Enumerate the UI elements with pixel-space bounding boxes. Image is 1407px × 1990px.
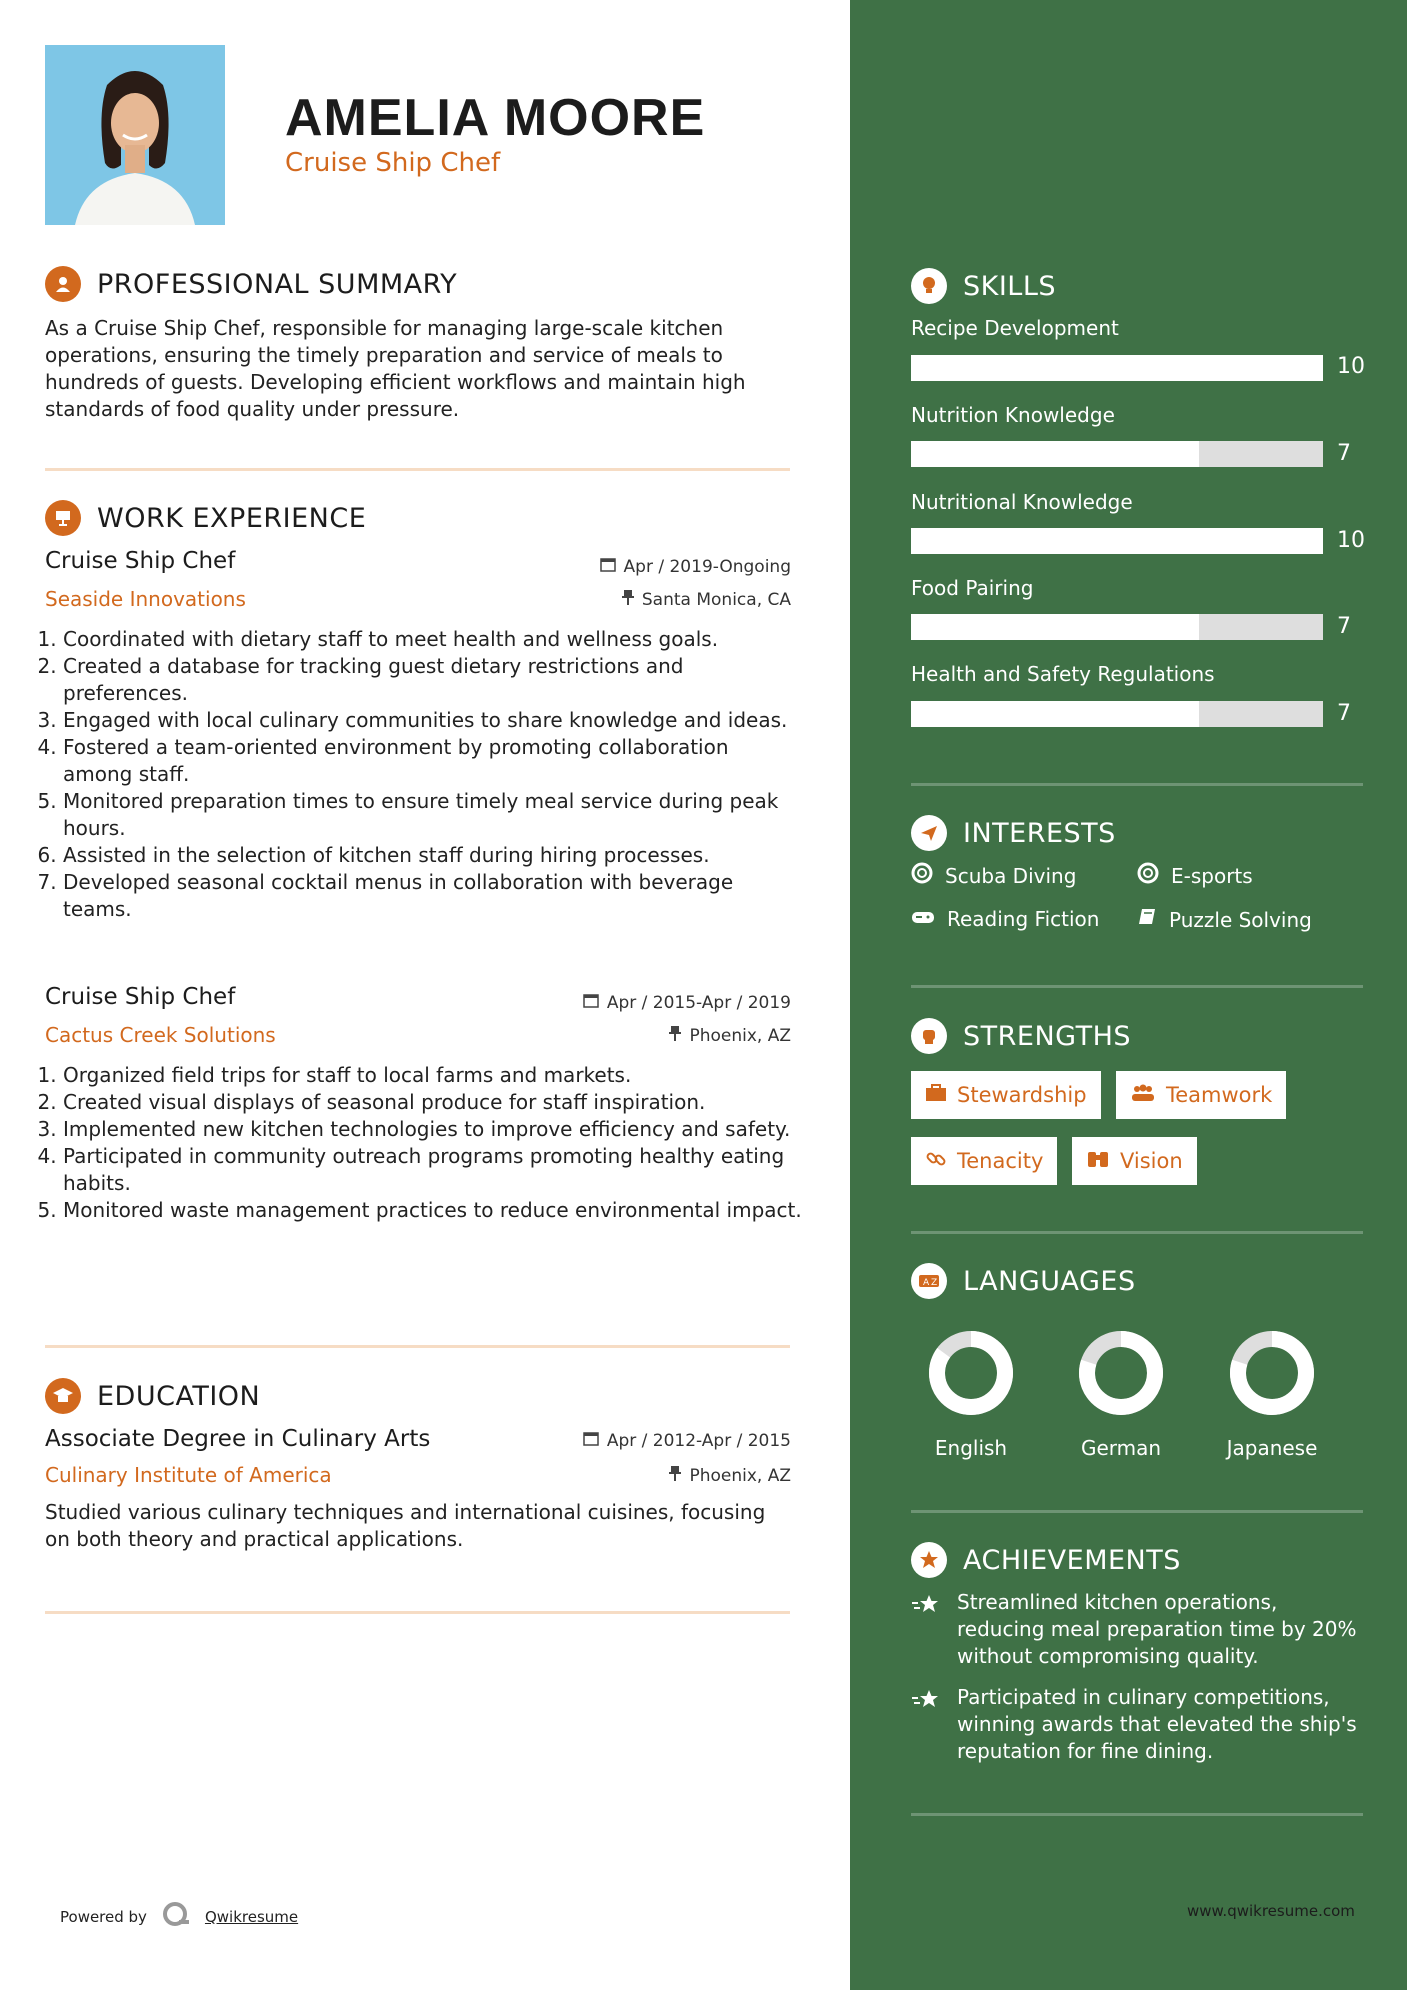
star-badge-icon <box>911 1542 947 1578</box>
paper-plane-icon <box>911 815 947 851</box>
job-date: Apr / 2015-Apr / 2019 <box>583 992 791 1013</box>
list-item: 6. Assisted in the selection of kitchen staff during hiring processes. <box>63 842 803 869</box>
graduation-icon <box>45 1378 81 1414</box>
skill-score: 7 <box>1337 614 1351 639</box>
skills-heading-text: SKILLS <box>963 270 1057 302</box>
skills-heading <box>911 268 1056 304</box>
translate-icon <box>911 1263 947 1299</box>
divider <box>45 468 790 471</box>
star-icon <box>911 1593 943 1670</box>
footer-website[interactable]: www.qwikresume.com <box>1187 1902 1355 1920</box>
skill-score: 10 <box>1337 354 1365 379</box>
skill-bar <box>911 355 1323 381</box>
language-label: German <box>1080 1436 1162 1460</box>
divider <box>45 1611 790 1614</box>
list-item: 2. Created visual displays of seasonal produce for staff inspiration. <box>63 1089 803 1116</box>
summary-heading-text: PROFESSIONAL SUMMARY <box>97 268 458 300</box>
strengths-heading-text: STRENGTHS <box>963 1020 1132 1052</box>
divider <box>911 783 1363 786</box>
qwikresume-logo-icon <box>161 1900 191 1934</box>
skill-bar-fill <box>911 441 1199 467</box>
education-heading-text: EDUCATION <box>97 1380 261 1412</box>
education-heading <box>45 1378 260 1414</box>
candidate-name: AMELIA MOORE <box>285 89 706 147</box>
calendar-icon <box>583 1430 599 1451</box>
skill-name: Nutritional Knowledge <box>911 490 1133 514</box>
lifebuoy-icon <box>911 862 933 889</box>
achievements-heading <box>911 1542 1181 1578</box>
qwikresume-link[interactable]: Qwikresume <box>204 1908 299 1926</box>
languages-heading-text: LANGUAGES <box>963 1265 1136 1297</box>
skill-name: Food Pairing <box>911 576 1034 600</box>
candidate-title: Cruise Ship Chef <box>285 148 501 178</box>
list-item: 5. Monitored waste management practices to reduce environmental impact. <box>63 1197 803 1224</box>
language-donut <box>1076 1328 1166 1418</box>
experience-heading-text: WORK EXPERIENCE <box>97 502 367 534</box>
language-donut <box>1227 1328 1317 1418</box>
company-name: Seaside Innovations <box>45 587 246 611</box>
language-label: English <box>934 1436 1008 1460</box>
user-icon <box>45 266 81 302</box>
list-item: 5. Monitored preparation times to ensure timely meal service during peak hours. <box>63 788 803 842</box>
pin-icon <box>669 1465 681 1486</box>
presentation-icon <box>45 500 81 536</box>
list-item: 4. Participated in community outreach programs promoting healthy eating habits. <box>63 1143 803 1197</box>
skill-bar <box>911 701 1323 727</box>
users-icon <box>1130 1083 1156 1107</box>
divider <box>911 985 1363 988</box>
job-location: Phoenix, AZ <box>669 1025 791 1046</box>
skill-name: Health and Safety Regulations <box>911 662 1215 686</box>
list-item: 4. Fostered a team-oriented environment by promoting collaboration among staff. <box>63 734 803 788</box>
strength-chip: Teamwork <box>1116 1071 1286 1119</box>
skill-name: Nutrition Knowledge <box>911 403 1115 427</box>
skill-score: 7 <box>1337 441 1351 466</box>
skill-score: 7 <box>1337 701 1351 726</box>
briefcase-icon <box>925 1083 947 1107</box>
list-item: 2. Created a database for tracking guest dietary restrictions and preferences. <box>63 653 803 707</box>
list-item: 3. Implemented new kitchen technologies to improve efficiency and safety. <box>63 1116 803 1143</box>
binoculars-icon <box>1086 1149 1110 1174</box>
lifebuoy-icon <box>1137 862 1159 889</box>
summary-text: As a Cruise Ship Chef, responsible for managing large-scale kitchen operations, ensuring the timely preparation and service of meals to hundreds of guests. Developing efficient workflows and maintain high standards of food quality under pressure. <box>45 316 746 421</box>
skill-bar-fill <box>911 614 1199 640</box>
star-icon <box>911 1688 943 1765</box>
experience-heading <box>45 500 366 536</box>
list-item: 7. Developed seasonal cocktail menus in collaboration with beverage teams. <box>63 869 803 923</box>
job-title: Cruise Ship Chef <box>45 548 236 574</box>
lightbulb-icon <box>911 268 947 304</box>
language-item <box>1046 1328 1196 1460</box>
job-date: Apr / 2019-Ongoing <box>600 556 791 577</box>
list-item: 1. Coordinated with dietary staff to meet health and wellness goals. <box>63 626 803 653</box>
language-item <box>1197 1328 1347 1460</box>
calendar-icon <box>583 992 599 1013</box>
language-donut <box>926 1328 1016 1418</box>
skill-bar <box>911 441 1323 467</box>
summary-heading <box>45 266 457 302</box>
achievement-item: Streamlined kitchen operations, reducing meal preparation time by 20% without compromising quality. <box>911 1589 1361 1670</box>
calendar-icon <box>600 556 616 577</box>
skill-bar-fill <box>911 701 1199 727</box>
skill-bar <box>911 528 1323 554</box>
svg-text:Z: Z <box>931 1278 938 1288</box>
divider <box>45 1345 790 1348</box>
divider <box>911 1813 1363 1816</box>
skill-name: Recipe Development <box>911 316 1119 340</box>
gamepad-icon <box>911 907 935 931</box>
skill-bar <box>911 614 1323 640</box>
link-icon <box>925 1148 947 1175</box>
job-title: Cruise Ship Chef <box>45 984 236 1010</box>
job-location: Santa Monica, CA <box>622 589 791 610</box>
interest-item: Reading Fiction <box>911 907 1099 931</box>
divider <box>911 1510 1363 1513</box>
job-duties <box>45 626 803 923</box>
book-icon <box>1137 907 1157 932</box>
strength-chip: Tenacity <box>911 1137 1057 1185</box>
fist-icon <box>911 1018 947 1054</box>
list-item: 1. Organized field trips for staff to local farms and markets. <box>63 1062 803 1089</box>
degree-title: Associate Degree in Culinary Arts <box>45 1426 431 1452</box>
interests-heading-text: INTERESTS <box>963 817 1116 849</box>
interests-heading <box>911 815 1116 851</box>
school-name: Culinary Institute of America <box>45 1463 332 1487</box>
education-date: Apr / 2012-Apr / 2015 <box>583 1430 791 1451</box>
interest-item: E-sports <box>1137 862 1253 889</box>
education-location: Phoenix, AZ <box>669 1465 791 1486</box>
pin-icon <box>669 1025 681 1046</box>
education-text: Studied various culinary techniques and international cuisines, focusing on both theory and practical applications. <box>45 1500 766 1551</box>
pin-icon <box>622 589 634 610</box>
list-item: 3. Engaged with local culinary communities to share knowledge and ideas. <box>63 707 803 734</box>
skill-bar-fill <box>911 355 1323 381</box>
achievements-heading-text: ACHIEVEMENTS <box>963 1544 1181 1576</box>
language-label: Japanese <box>1226 1436 1318 1460</box>
strength-chip: Vision <box>1072 1137 1197 1185</box>
interest-item: Scuba Diving <box>911 862 1076 889</box>
skill-score: 10 <box>1337 528 1365 553</box>
skill-bar-fill <box>911 528 1323 554</box>
interest-item: Puzzle Solving <box>1137 907 1312 932</box>
achievement-item: Participated in culinary competitions, winning awards that elevated the ship's reputation for fine dining. <box>911 1684 1361 1765</box>
powered-by: Powered by Qwikresume <box>60 1900 298 1934</box>
languages-heading <box>911 1263 1136 1299</box>
strength-chip: Stewardship <box>911 1071 1101 1119</box>
divider <box>911 1231 1363 1234</box>
strengths-heading <box>911 1018 1131 1054</box>
language-item <box>896 1328 1046 1460</box>
job-duties <box>45 1062 803 1224</box>
company-name: Cactus Creek Solutions <box>45 1023 276 1047</box>
svg-text:A: A <box>923 1278 930 1288</box>
profile-photo <box>45 45 225 225</box>
